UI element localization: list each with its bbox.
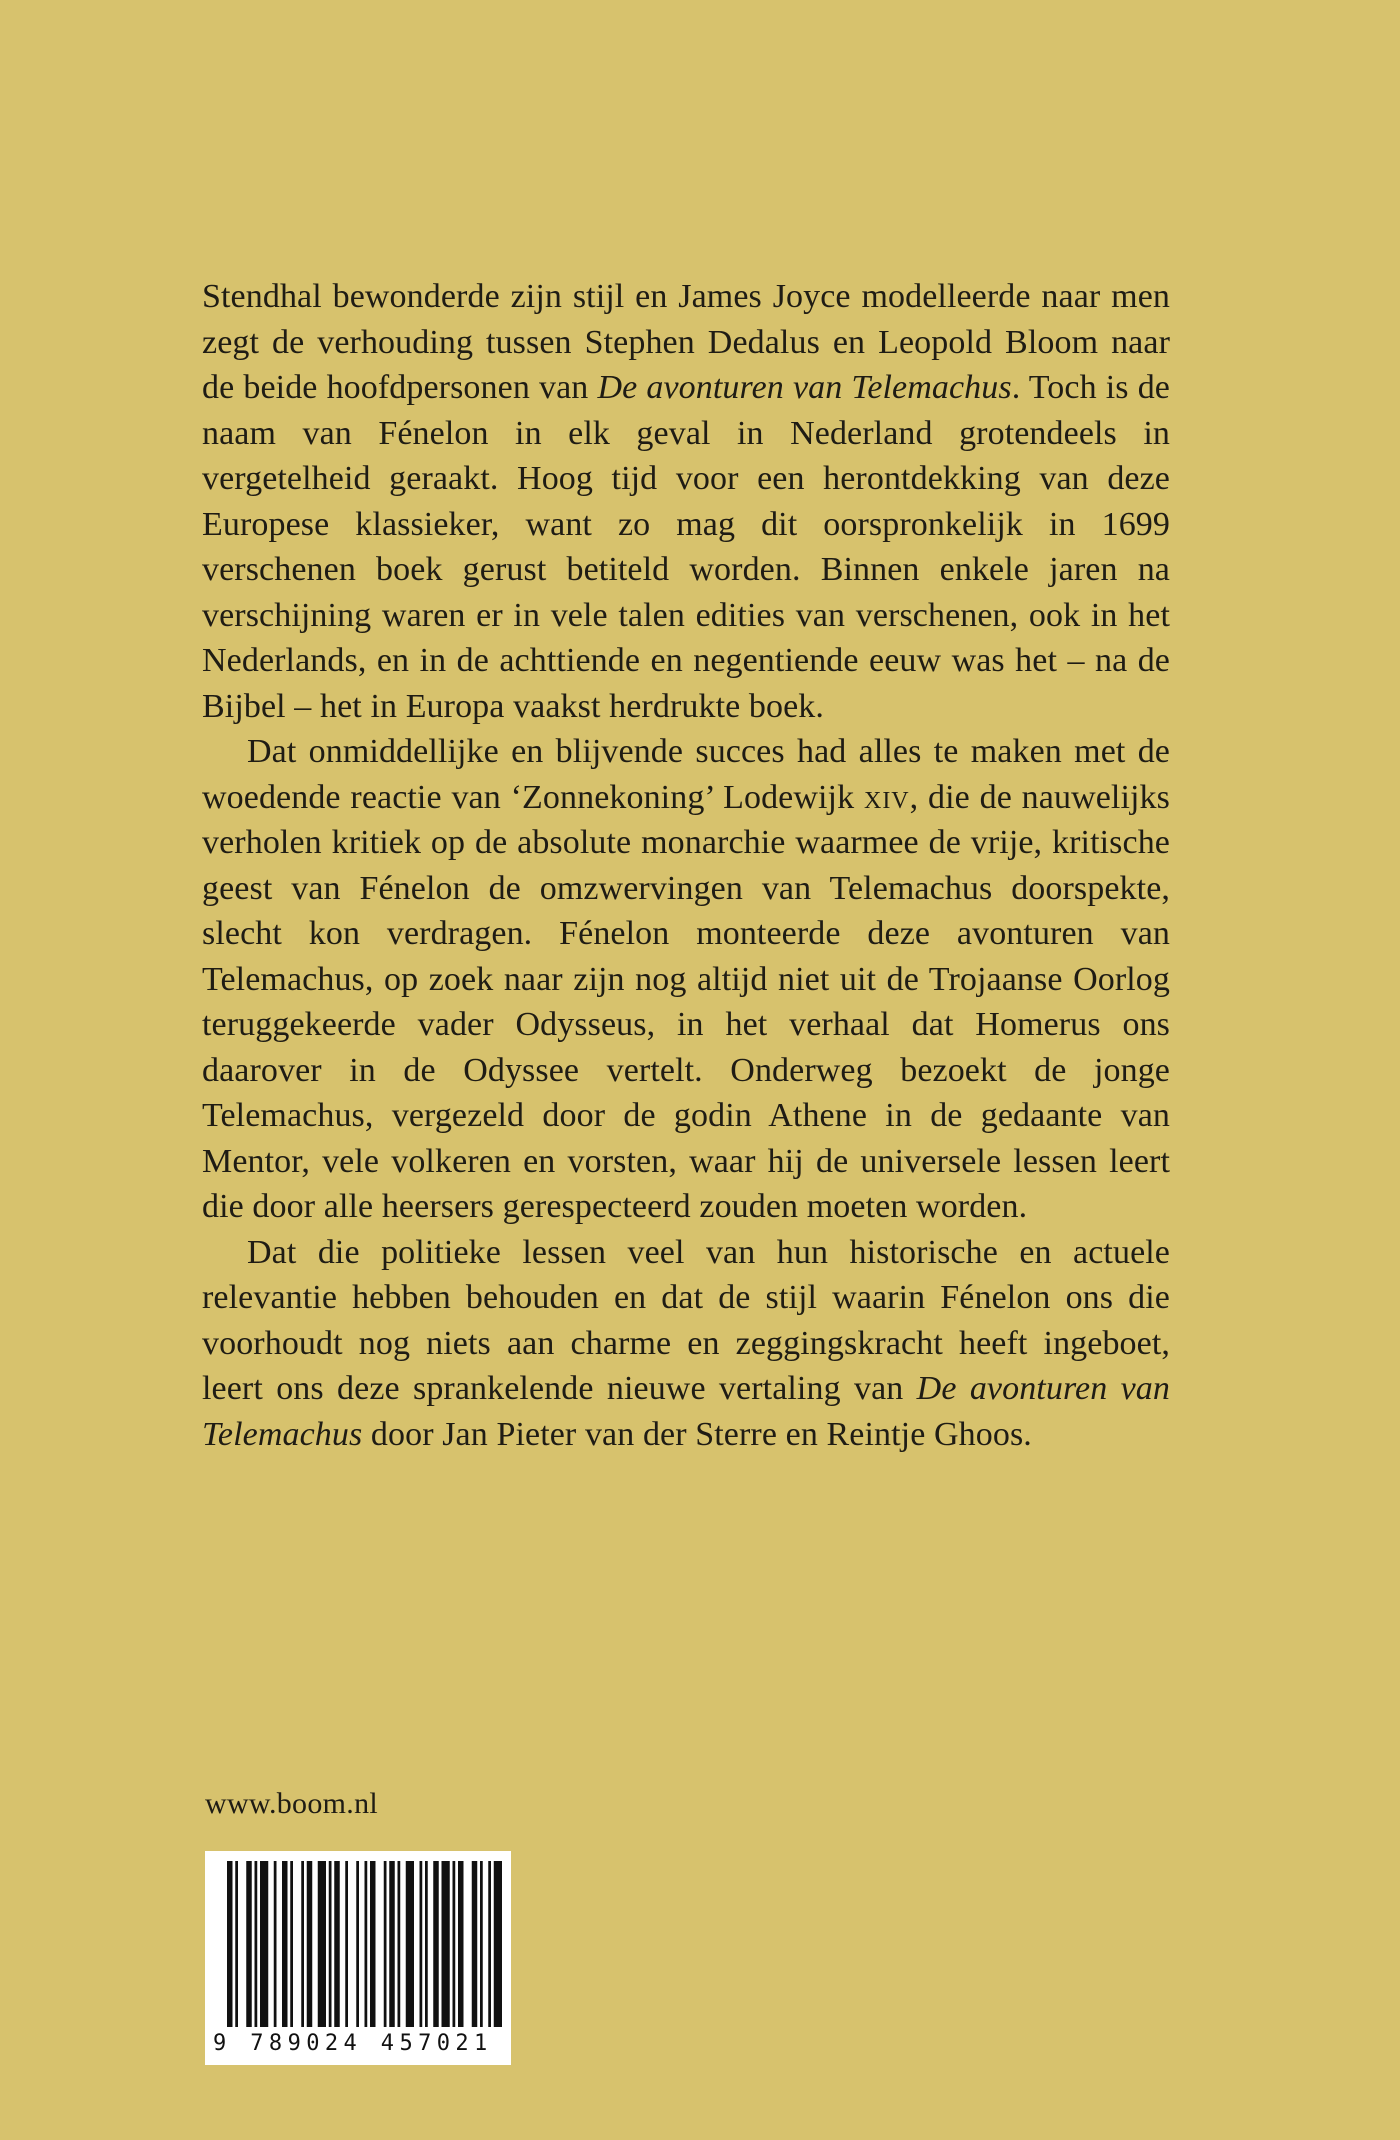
- barcode-bar: [406, 1861, 414, 2027]
- barcode-bar: [307, 1861, 313, 2027]
- isbn-digits: 9 789024 457021: [213, 2031, 493, 2056]
- barcode-bar: [389, 1861, 395, 2027]
- barcode-bar: [282, 1861, 288, 2027]
- barcode-bar: [235, 1861, 238, 2027]
- barcode-bar: [260, 1861, 268, 2027]
- blurb-paragraph-2: [202, 729, 1170, 1230]
- barcode-bar: [472, 1861, 478, 2027]
- barcode-bar: [356, 1861, 359, 2027]
- text-run: . Toch is de naam van Fénelon in elk geval in Nederland grotendeels in vergetelheid geraakt. Hoog tijd voor een herontdekking van deze Europese klassieker, want zo mag dit oorspronkelijk in 1699 verschenen boek gerust betiteld worden. Binnen enkele jaren na verschijning waren er in vele talen edities van verschenen, ook in het Nederlands, en in de achttiende en negentiende eeuw was het – na de Bijbel – het in Europa vaakst herdrukte boek.: [202, 369, 1170, 725]
- blurb-paragraph-3: [202, 1230, 1170, 1458]
- text-run: door Jan Pieter van der Sterre en Reintje Ghoos.: [362, 1415, 1032, 1453]
- text-run: , die de nauwelijks verholen kritiek op de absolute monarchie waarmee de vrije, kritische geest van Fénelon de omzwervingen van Telemachus doorspekte, slecht kon verdragen. Fénelon monteerde deze avonturen van Telemachus, op zoek naar zijn nog altijd niet uit de Trojaanse Oorlog teruggekeerde vader Odysseus, in het verhaal dat Homerus ons daarover in de Odyssee vertelt. Onderweg bezoekt de jonge Telemachus, vergezeld door de godin Athene in de gedaante van Mentor, vele volkeren en vorsten, waar hij de universele lessen leert die door alle heersers gerespecteerd zouden moeten worden.: [202, 778, 1170, 1225]
- blurb-paragraph-1: [202, 274, 1170, 729]
- book-title-italic: De avonturen van Telemachus: [597, 369, 1012, 406]
- barcode-bar: [301, 1861, 304, 2027]
- barcode-bar: [370, 1861, 376, 2027]
- barcode-bar: [494, 1861, 502, 2027]
- isbn-barcode: [205, 1851, 511, 2065]
- barcode-bar: [488, 1861, 491, 2027]
- barcode-bar: [425, 1861, 428, 2027]
- text-run: Dat onmiddellijke en blijvende succes had alles te maken met de woedende reactie van ‘Zonnekoning’ Lodewijk: [202, 733, 1170, 816]
- barcode-bar: [227, 1861, 233, 2027]
- text-run: Dat die politieke lessen veel van hun historische en actuele relevantie hebben behouden en dat de stijl waarin Fénelon ons die voorhoudt nog niets aan charme en zeggingskracht heeft ingeboet, leert ons deze sprankelende nieuwe vertaling van: [202, 1233, 1170, 1407]
- book-title-italic: De avonturen van Telemachus: [202, 1370, 1171, 1453]
- barcode-bar: [329, 1861, 332, 2027]
- barcode-bar: [442, 1861, 450, 2027]
- back-cover-blurb: [202, 274, 1170, 1457]
- publisher-url[interactable]: www.boom.nl: [205, 1787, 379, 1820]
- barcode-bar: [334, 1861, 340, 2027]
- text-run: Stendhal bewonderde zijn stijl en James Joyce modelleerde naar men zegt de verhouding tussen Stephen Dedalus en Leopold Bloom naar de beide hoofdpersonen van: [202, 278, 1170, 406]
- barcode-bar: [255, 1861, 258, 2027]
- barcode-bar: [433, 1861, 439, 2027]
- barcode-bar: [345, 1861, 348, 2027]
- barcode-bar: [274, 1861, 277, 2027]
- barcode-bar: [384, 1861, 387, 2027]
- roman-numeral: xiv: [863, 778, 910, 816]
- barcode-bar: [458, 1861, 464, 2027]
- barcode-bar: [318, 1861, 326, 2027]
- barcode-bar: [365, 1861, 368, 2027]
- barcode-bar: [420, 1861, 423, 2027]
- barcode-bar: [453, 1861, 456, 2027]
- barcode-bar: [290, 1861, 293, 2027]
- barcode-bar: [480, 1861, 483, 2027]
- barcode-bar: [246, 1861, 252, 2027]
- barcode-bar: [398, 1861, 401, 2027]
